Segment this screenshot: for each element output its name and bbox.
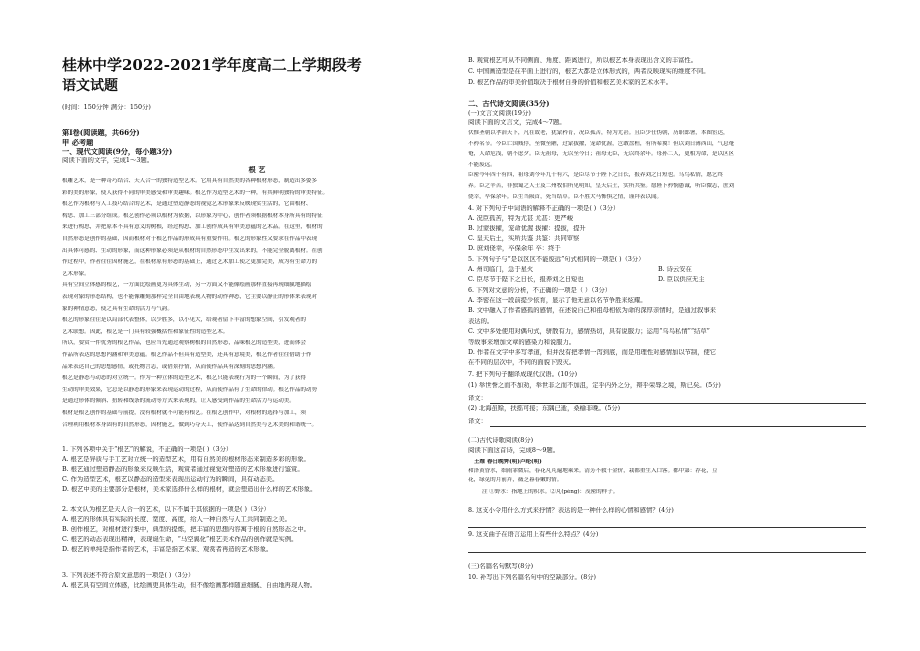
question-2-option: D. 根艺的单纯是指作者的艺术，丰富是指艺术家、观赏者再造的艺术形象。	[62, 546, 273, 553]
question-4-option: A. 况臣孤苦，特为尤甚 尤甚：更严峻	[468, 215, 574, 222]
essay-line: 所以，要赏一件优秀的根艺作品，也应当先通过观察树根的自然形态，品味根艺的造型美，进而体会	[62, 340, 306, 347]
essay-line: 象的神情意态，使之具有生命的活力与气韵。	[62, 305, 173, 312]
question-10: 10. 补写出下列名篇名句中的空缺部分。(8分)	[468, 574, 596, 581]
question-5-option-c: C. 臣尽节于陛下之日长，报养刘之日短也	[468, 276, 584, 283]
essay-line: 艺术联想。因此，根艺是一门具有较强概括性和象征性的造型艺术。	[62, 328, 229, 335]
question-6-option: A. 李密在这一段前提少依育，显示了他无意以名节争胜来炫耀。	[468, 297, 647, 304]
essay-line: 是通过形体的倾斜、扭转和线条的流动等方式来表现的，让人感受到作品的生命活力与运动美。	[62, 398, 295, 405]
essay-line: 构思、加工三部分组成。根艺创作必须以根材为依据，以形象为中心，创作者须根据根材本身所具有的特征	[62, 212, 323, 219]
question-3-stem: 3. 下列表述不符合原文意思的一项是( )（3分）	[62, 572, 195, 579]
question-6-option: 表达的。	[468, 317, 494, 325]
essay-line: 出具体可感的、生动的形象，而这种形象必须是从根材的自然形态中生发出来的，不能完全脱离根材。在创	[62, 247, 323, 254]
classical-line: 奄，人命危浅，朝不虑夕。臣无祖母，无以至今日；祖母无臣，无以终余年。母孙二人，更相为命，是以区区	[468, 151, 735, 158]
sub-poetry: (二)古代诗歌阅读(8分)	[468, 437, 534, 444]
question-7-answer-label-2: 译文：	[468, 418, 487, 425]
reading-instruction: 阅读下面的文字，完成1～3题。	[62, 157, 154, 164]
poem-note: 注 ①野水：指地上的积水。②芃(péng)：茂密的样子。	[482, 489, 619, 495]
question-2-option: B. 创作根艺，对根材进行集中，典型的提炼，把丰富的思想内容寓于根的自然形态之中。	[62, 526, 310, 533]
question-3-option: C. 中国画造型是在平面上进行的，根艺大都是立体形式的，两者反映现实的维度不同。	[468, 68, 710, 75]
answer-line	[490, 426, 866, 427]
question-4-option: B. 过蒙拔擢，宠命优渥 拔擢：提拔，提升	[468, 225, 586, 232]
classical-line: 不能废远。	[468, 161, 496, 168]
question-2-option: A. 根艺的形体具有实际的长度、宽度、高度，给人一种自然与人工共同制造之美。	[62, 516, 291, 523]
essay-line: 表现对象的形态结构，也不能像雕刻那样完全自由地表现人物的动作神态，它主要以静止的形体来表现对	[62, 294, 318, 300]
classical-line: 侥幸，卒保余年。臣生当陨首，死当结草。臣不胜犬马怖惧之情，谨拜表以闻。	[468, 193, 663, 200]
essay-line: 作过程中，作者往往因材施艺，在根材原有形态的基础上，通过艺术加工使之更加完美，成为有生命力的	[62, 259, 318, 266]
question-1-option: B. 根艺通过塑造静态的形象来反映生活，观赏者通过视觉对塑造的艺术形象进行鉴赏。	[62, 466, 304, 473]
section-classical: 二、古代诗文阅读(35分)	[468, 100, 550, 108]
essay-line: 作品所表达的思想内涵和审美意蕴。根艺作品不但具有造型美，还具有意境美，根艺作者往往借助于作	[62, 352, 312, 358]
classical-line: 臣密今年四十有四，祖母刘今年九十有六，是臣尽节于陛下之日长，报养刘之日短也。乌鸟私情，愿乞终	[468, 172, 724, 179]
classical-line: 伏惟圣朝以孝治天下，凡在故老，犹蒙矜育，况臣孤苦，特为尤甚。且臣少仕伪朝，历职郎署，本图宦达，	[468, 130, 729, 136]
question-8: 8. 这支小令用什么方式来抒情？表达的是一种什么样的心情和感情？(4分)	[468, 507, 674, 514]
essay-line: 根材是根艺创作的基础与前提，没有根材就不可能有根艺。在根艺创作中，对根材的选择与加工，须	[62, 410, 306, 416]
question-6-option: C. 文中多处使用对偶句式，骈散有力，感情热切，具有说服力；运用“乌鸟私情”“结草”	[468, 328, 710, 336]
question-7-answer-label-1: 译文：	[468, 395, 487, 402]
sub-recitation: (三)名篇名句默写(8分)	[468, 563, 534, 570]
classical-line: 不矜名节。今臣亡国贱俘，至微至陋，过蒙拔擢，宠命优渥，岂敢盘桓，有所希冀！但以刘日薄西山，气息奄	[468, 140, 735, 147]
essay-line: 自然形态是创作的基础，因而根材对于根艺作品的形成具有重要作用。根艺的形象性又要求在作品中表现	[62, 236, 318, 242]
question-5-stem: 5. 下列句子与“是以区区不能废远”句式相同的一项是( )（3分）	[468, 256, 645, 263]
classical-line: 养。臣之辛苦，非独蜀之人士及二州牧伯所见明知，皇天后土，实所共鉴。愿陛下矜悯愚诚，听臣微志，庶刘	[468, 183, 735, 189]
question-7-stem: 7. 把下列句子翻译成现代汉语。(10分)	[468, 371, 578, 378]
part-heading: 第Ⅰ卷(阅读题，共66分)	[62, 129, 140, 137]
question-1-option: D. 根艺中美的主要部分是根材，美术家选择什么样的根材，就会塑造出什么样的艺术形象。	[62, 486, 317, 493]
question-2-stem: 2. 本文认为根艺是天人合一的艺术，以下不属于其依据的一项是( )（3分）	[62, 506, 270, 513]
question-4-option: C. 皇天后土，实所共鉴 共鉴：共同审察	[468, 235, 580, 242]
poetry-instruction: 阅读下面这首诗，完成8～9题。	[468, 447, 560, 454]
question-6-option: 等故事来增加文章的感染力和说服力。	[468, 338, 576, 346]
sub-classical-prose: (一)文言文阅读(19分)	[468, 110, 531, 117]
question-7-item-2: (2) 北海虽赊，扶摇可接；东隅已逝，桑榆非晚。(5分)	[468, 405, 621, 412]
essay-line: 根雕艺术，是一种奇巧结合、天人合一的独特造型艺术。它用具有自然美的各种根材形态，制造出多姿多	[62, 178, 318, 184]
essay-line: 根艺的形象往往是以局部代表整体，以少胜多，以小见大，给观者留下丰富的想象空间，引发观者的	[62, 317, 306, 324]
essay-line: 根艺是静态与动态的对立统一。作为一种立体的造型艺术，根艺只能表现行为的一个瞬间，为了获得	[62, 375, 306, 382]
question-6-option: B. 文中融入了作者感孤的感情，在述说自己和祖母相依为命的深厚亲情时，是通过叙事来	[468, 307, 716, 315]
essay-line: 具有空间立体感的根艺，一方面比绘画更为具体生动，另一方面又不能像绘画那样直接再现细腻地描绘	[62, 282, 312, 289]
essay-line: 根艺作为根材与人工技巧结合的艺术，是通过塑造静态的视觉艺术形象来反映现实生活的，它由根材、	[62, 201, 312, 208]
question-2-option: C. 根艺的动态表现出精神，表现诞生命，“马空翼化”根艺美术作品的创作就是实例。	[62, 536, 298, 543]
poem-line-2: 花，绿苋的月前卉，薇芝暮春嫩的情。	[468, 477, 563, 483]
question-3-option: D. 根艺作品的审美价值取决于根材自身的价值和根艺美术家的艺术水平。	[468, 79, 673, 86]
question-1-stem: 1. 下列各项中关于“根艺”的解说，不正确的一项是( )（3分）	[62, 446, 233, 453]
essay-line: 合理利用根材本身固有的自然形态，因材施艺，做到巧夺天工，使作品达到自然美与艺术美的和谐统一。	[62, 421, 318, 428]
question-1-option: C. 作为造型艺术，根艺以静态的造型来表现出运动行为的瞬间，具有动态美。	[62, 476, 279, 483]
essay-line: 生动的审美效果，它总是以静态的形象来表现运动的过程，从而使作品有了生命的律动。根艺作品的动势	[62, 386, 318, 393]
essay-line: 来进行构思，并把原本不具有意义的树根，经过构思、加工创作成具有审美意蕴的艺术品。在这里，根材的	[62, 224, 323, 231]
question-4-option: D. 庶刘侥幸，卒保余年 卒：终于	[468, 245, 561, 252]
question-5-option-d: D. 臣以供应无主	[658, 276, 705, 283]
essay-line: 彩的美的形象，使人获得不同的审美感受和审美趣味。根艺作为造型艺术的一种，有其鲜明独特的审美特征。	[62, 189, 329, 196]
section-heading: 甲 必考题	[62, 139, 94, 147]
essay-title: 根 艺	[248, 166, 266, 174]
question-3-option: A. 根艺具有空间立体感，比绘画更具体生动，但不像绘画那样随意细腻、自由地再现人物。	[62, 582, 317, 589]
answer-line	[468, 552, 866, 553]
exam-title: 桂林中学2022-2021学年度高二上学期段考	[62, 57, 362, 74]
essay-line: 艺术形象。	[62, 270, 90, 277]
essay-line: 品来表达自己的思想感情，或托物言志，或借景抒情，从而使作品具有深刻的思想内涵。	[62, 363, 279, 370]
exam-time-info: (时间：150分钟 满分：150分)	[62, 104, 151, 111]
poem-title: 王维 春日晚霁(明)卢纶(明)	[474, 459, 542, 465]
question-1-option: A. 根艺是异质与手工艺对立统一的造型艺术，用有自然美的根材形态来制造多彩的形象。	[62, 456, 310, 463]
exam-subject: 语文试题	[62, 78, 118, 94]
question-5-option-a: A. 州司临门，急于星火	[468, 266, 534, 273]
question-6-stem: 6. 下列对文意的分析，不正确的一项是（ ）（3分）	[468, 287, 612, 294]
question-6-option: D. 作者在文字中多写孝道，但并没有把孝情一泻到底，而是用理性对感情加以节制，使它	[468, 349, 717, 356]
poem-line-1: 和泽黄昏水，细雨霏微后，春花芃芃遍地乘来。清芳不救千金价，栽都重生入口客。都中第：荐花，豆	[468, 468, 718, 474]
answer-line	[468, 527, 866, 528]
question-4-stem: 4. 对下列句子中词语的解释不正确的一项是( )（3分）	[468, 205, 620, 212]
question-7-item-1: (1) 举世誉之而不加劝，举世非之而不加沮，定乎内外之分，辩乎荣辱之境，斯已矣。(5分)	[468, 382, 721, 389]
section-modern-reading: 一、现代文阅读(9分，每小题3分)	[62, 148, 173, 156]
question-9: 9. 这支曲子在语言运用上有些什么特点？(4分)	[468, 531, 599, 538]
classical-instruction: 阅读下面的文言文，完成4～7题。	[468, 119, 566, 126]
answer-line	[490, 403, 866, 404]
question-3-option: B. 观赏根艺可从不同侧面、角度、距离进行，所以根艺本身表现出含义的丰富性。	[468, 57, 698, 64]
question-5-option-b: B. 诗云安在	[658, 266, 692, 273]
question-6-option: 在不同的层次中，不同的面貌下毁灭。	[468, 359, 576, 367]
